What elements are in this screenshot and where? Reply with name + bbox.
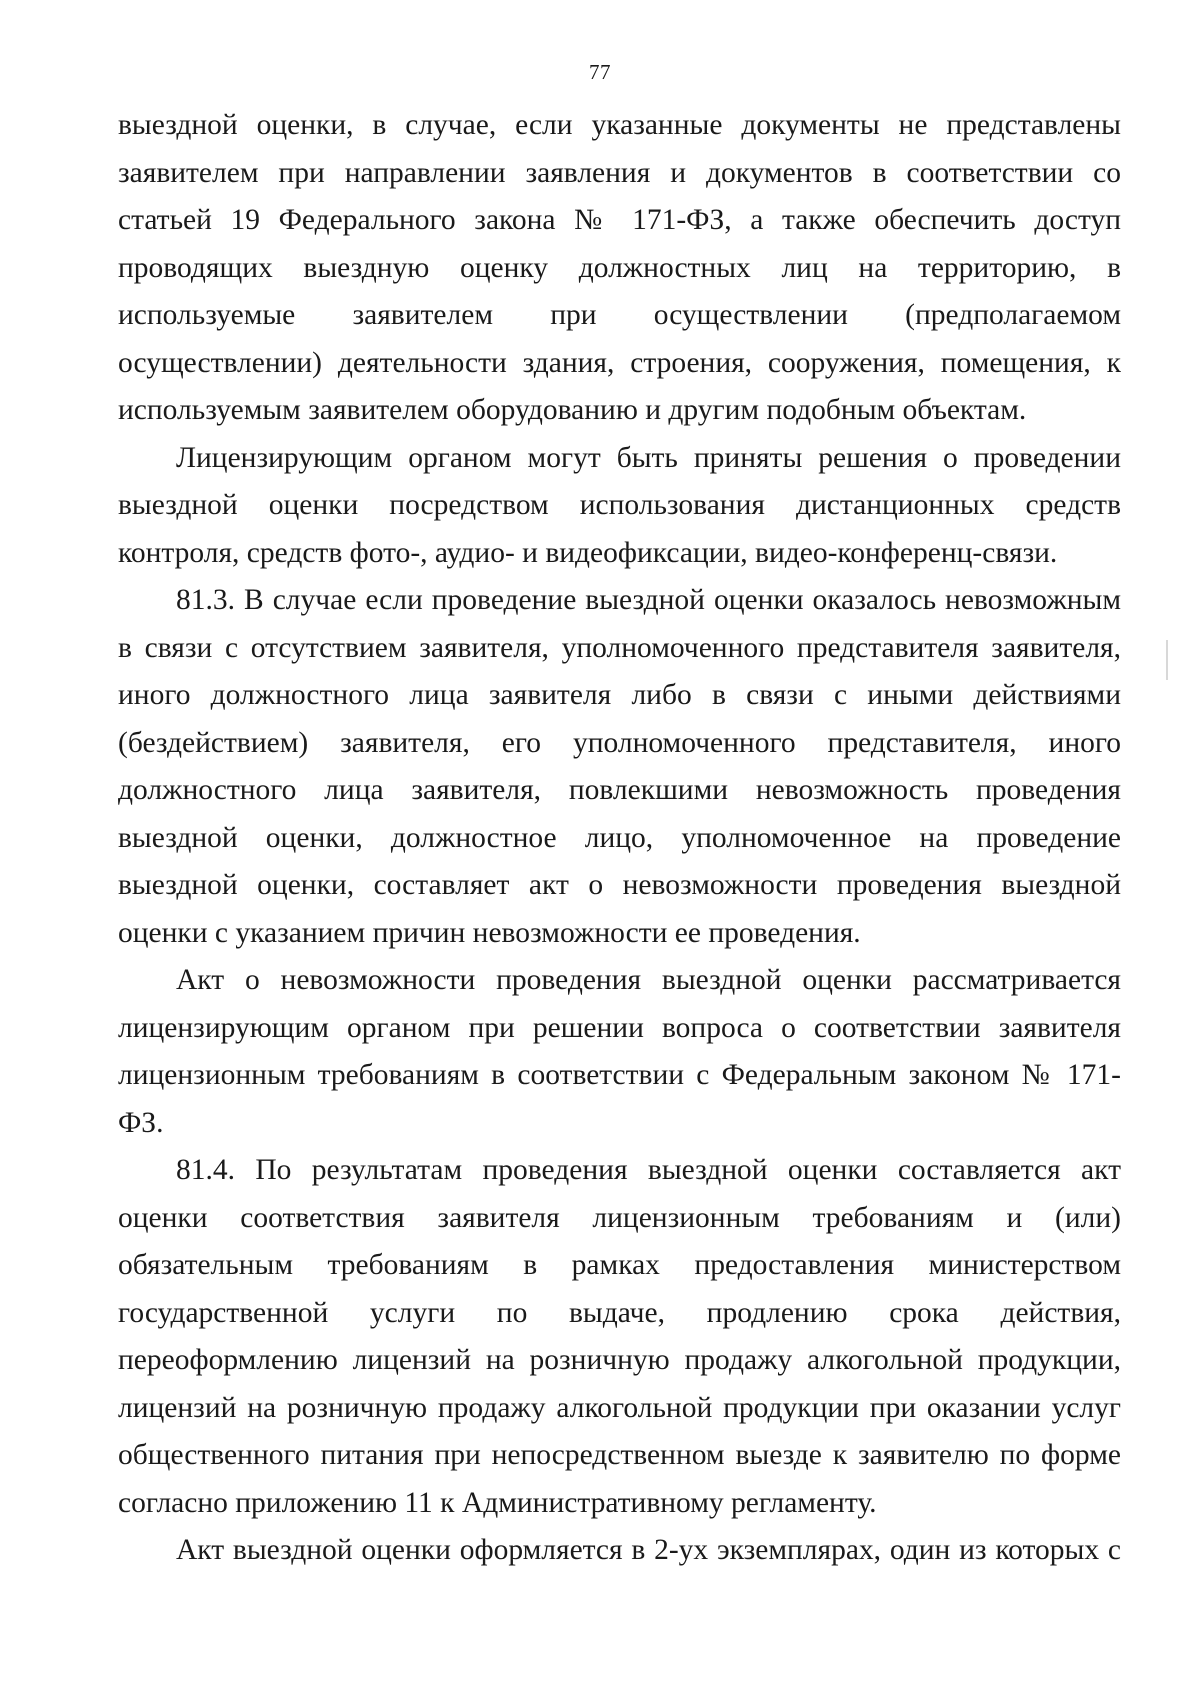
paragraph-81-4: 81.4. По результатам проведения выездной оценки составляется акт оценки соответствия заявителя лицензионным требованиям и (или) обязательным требованиям в рамках предоставления министерством государственной услуги по выдаче, продлению срока действия, переоформлению лицензий на розничную продажу алкогольной продукции, лицензий на розничную продажу алкогольной продукции при оказании услуг общественного питания при непосредственном выезде к заявителю по форме согласно приложению 11 к Административному регламенту. [118,1154,1121,1519]
paragraph-81-3: 81.3. В случае если проведение выездной оценки оказалось невозможным в связи с отсутствием заявителя, уполномоченного представителя заявителя, иного должностного лица заявителя либо в связи с иными действиями (бездействием) заявителя, его уполномоченного представителя, иного должностного лица заявителя, повлекшими невозможность проведения выездной оценки, должностное лицо, уполномоченное на проведение выездной оценки, составляет акт о невозможности проведения выездной оценки с указанием причин невозможности ее проведения. [118,584,1121,949]
paragraph-act-copies: Акт выездной оценки оформляется в 2-ух экземплярах, один из которых с [176,1534,1121,1566]
paragraph-impossibility-act: Акт о невозможности проведения выездной оценки рассматривается лицензирующим органом при решении вопроса о соответствии заявителя лицензионным требованиям в соответствии с Федеральным законом № 171-ФЗ. [118,964,1121,1139]
page-number: 77 [589,60,611,84]
document-body [118,102,1121,1575]
paragraph-continuation: выездной оценки, в случае, если указанные документы не представлены заявителем при направлении заявления и документов в соответствии со статьей 19 Федерального закона № 171-ФЗ, а также обеспечить доступ проводящих выездную оценку должностных лиц на территорию, в используемые заявителем при осуществлении (предполагаемом осуществлении) деятельности здания, строения, сооружения, помещения, к используемым заявителем оборудованию и другим подобным объектам. [118,109,1121,426]
scan-artifact-mark [1166,640,1168,680]
paragraph-remote-evaluation: Лицензирующим органом могут быть приняты решения о проведении выездной оценки посредством использования дистанционных средств контроля, средств фото-, аудио- и видеофиксации, видео-конференц-связи. [118,441,1121,569]
